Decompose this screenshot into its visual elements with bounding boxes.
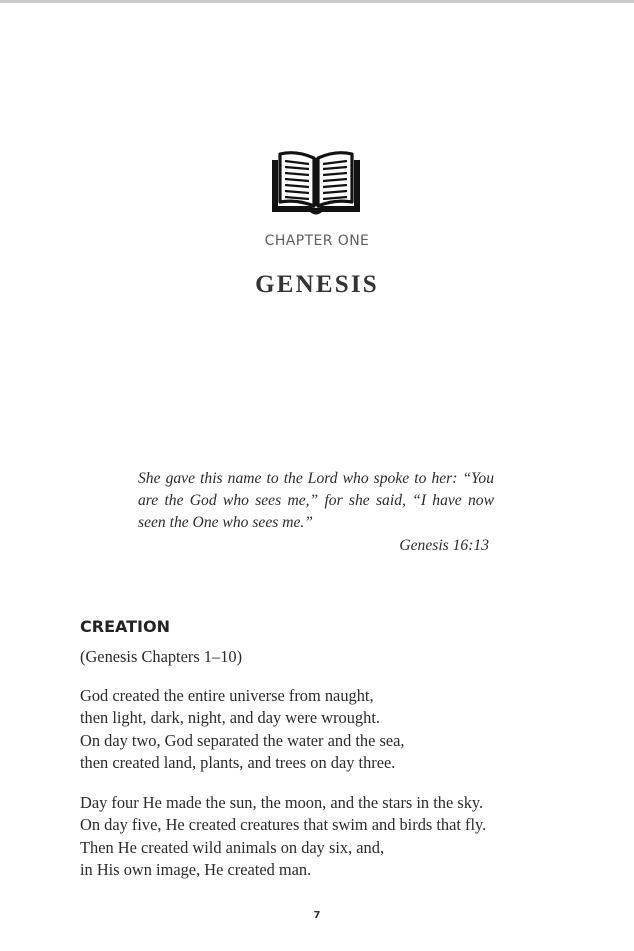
poem-line: then created land, plants, and trees on day three. [80,752,396,772]
epigraph-reference: Genesis 16:13 [399,537,489,554]
poem-line: in His own image, He created man. [80,859,312,879]
chapter-label: CHAPTER ONE [264,233,370,249]
poem-stanza [80,685,550,774]
poem-line: On day two, God separated the water and the sea, [80,730,405,750]
open-book-icon [270,150,362,218]
poem-line: Then He created wild animals on day six, and, [80,837,385,857]
poem-line: On day five, He created creatures that swim and birds that fly. [80,815,487,835]
chapter-title: GENESIS [255,271,379,298]
epigraph-quote: She gave this name to the Lord who spoke to her: “You are the God who sees me,” for she said, “I have now seen the One who sees me.” [138,470,494,532]
page-number: 7 [313,910,321,921]
poem-line: then light, dark, night, and day were wrought. [80,708,380,728]
section-subheading: (Genesis Chapters 1–10) [80,647,243,666]
top-border [0,0,634,3]
poem-stanza [80,792,550,881]
section-heading: CREATION [80,617,170,636]
poem-line: Day four He made the sun, the moon, and the stars in the sky. [80,793,484,812]
poem-line: God created the entire universe from naught, [80,686,374,705]
